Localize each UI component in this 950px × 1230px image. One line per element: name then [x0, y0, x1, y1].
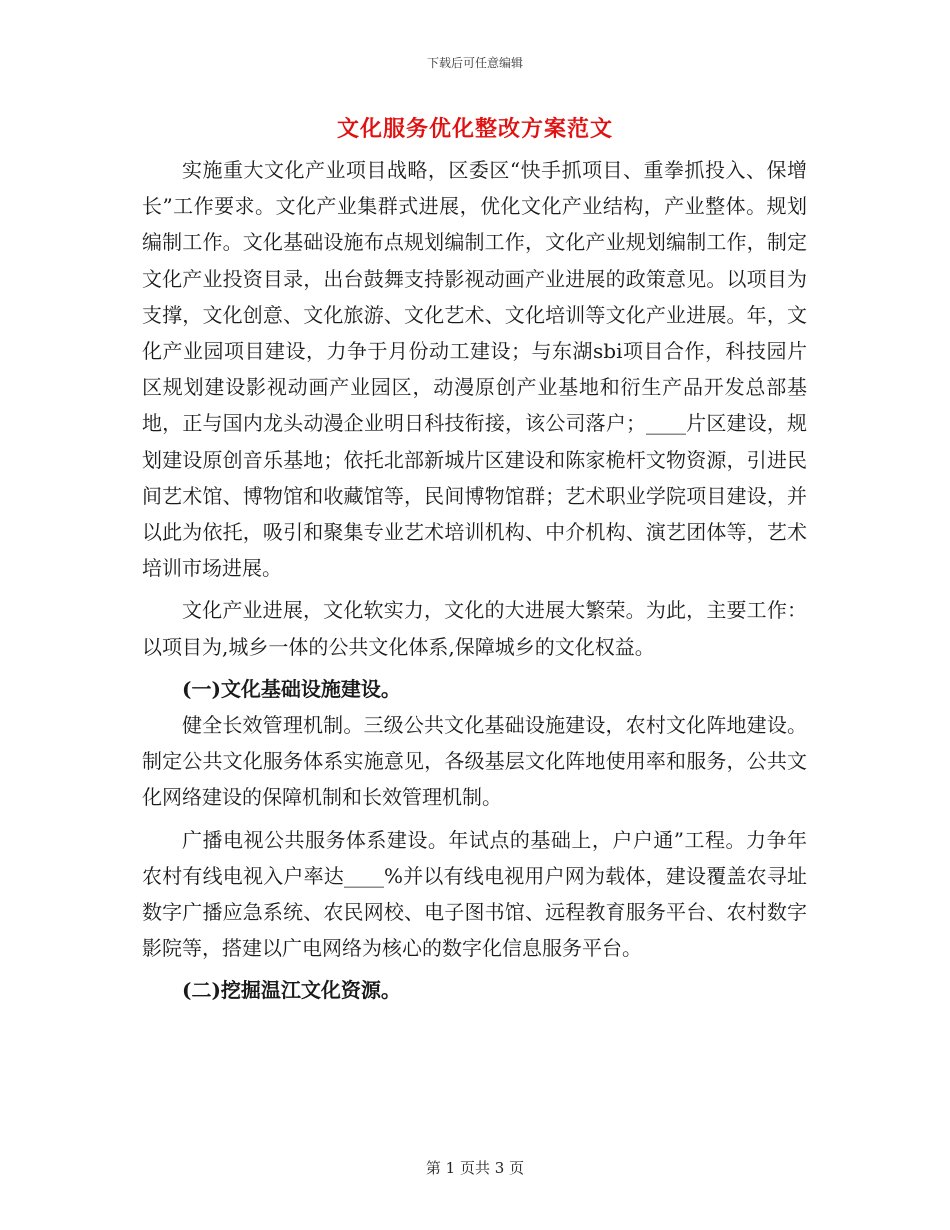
header-note: 下载后可任意编辑: [426, 56, 523, 70]
section-heading-2: (二)挖掘温江文化资源。: [182, 978, 401, 1003]
paragraph-2: 文化产业进展，文化软实力，文化的大进展大繁荣。为此，主要工作：以项目为,城乡一体的公共文化体系,保障城乡的文化权益。: [142, 598, 807, 659]
document-body: [142, 152, 807, 1009]
section-heading-1: (一)文化基础设施建设。: [182, 676, 401, 701]
paragraph-4: 广播电视公共服务体系建设。年试点的基础上，户户通”工程。力争年农村有线电视入户率达____%并以有线电视用户网为载体，建设覆盖农寻址数字广播应急系统、农民网校、电子图书馆、远程教育服务平台、农村数字影院等，搭建以广电网络为核心的数字化信息服务平台。: [142, 827, 807, 961]
paragraph-3: 健全长效管理机制。三级公共文化基础设施建设，农村文化阵地建设。制定公共文化服务体系实施意见，各级基层文化阵地使用率和服务，公共文化网络建设的保障机制和长效管理机制。: [142, 713, 807, 810]
paragraph-1: 实施重大文化产业项目战略，区委区“快手抓项目、重拳抓投入、保增长”工作要求。文化产业集群式进展，优化文化产业结构，产业整体。规划编制工作。文化基础设施布点规划编制工作，文化产业规划编制工作，制定文化产业投资目录，出台鼓舞支持影视动画产业进展的政策意见。以项目为支撑，文化创意、文化旅游、文化艺术、文化培训等文化产业进展。年，文化产业园项目建设，力争于月份动工建设；与东湖sbi项目合作，科技园片区规划建设影视动画产业园区，动漫原创产业基地和衍生产品开发总部基地，正与国内龙头动漫企业明日科技衔接，该公司落户；____片区建设，规划建设原创音乐基地；依托北部新城片区建设和陈家桅杆文物资源，引进民间艺术馆、博物馆和收藏馆等，民间博物馆群；艺术职业学院项目建设，并以此为依托，吸引和聚集专业艺术培训机构、中介机构、演艺团体等，艺术培训市场进展。: [142, 158, 807, 581]
page-footer: 第 1 页共 3 页: [425, 1159, 525, 1177]
document-title: 文化服务优化整改方案范文: [336, 116, 613, 142]
